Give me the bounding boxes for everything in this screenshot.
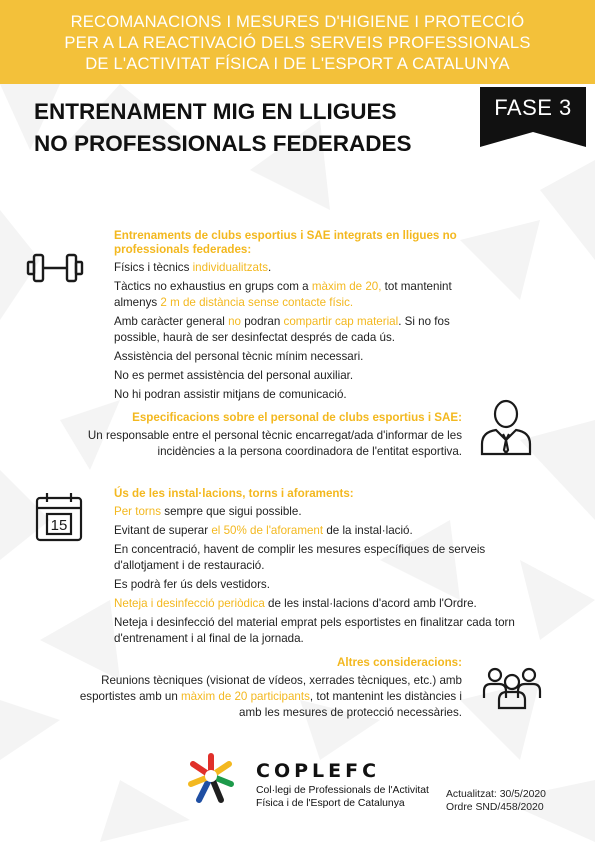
body-text: Físics i tècnics (114, 261, 193, 274)
page-title (34, 96, 412, 160)
body-text: No hi podran assistir mitjans de comunicació. (114, 388, 347, 401)
update-info (446, 788, 546, 814)
list-item (114, 349, 484, 365)
calendar-icon (34, 491, 84, 543)
order-reference: Ordre SND/458/2020 (446, 802, 544, 813)
coplefc-logo (181, 748, 241, 808)
list-item (114, 387, 484, 403)
phase-badge (480, 87, 586, 147)
body-text: Assistència del personal tècnic mínim necessari. (114, 350, 364, 363)
list-item (114, 279, 484, 311)
section-staff-title: Especificacions sobre el personal de clubs esportius i SAE: (132, 411, 462, 424)
section-other (60, 656, 462, 724)
highlight-text: Per torns (114, 505, 162, 518)
body-text: de la instal·lació. (323, 524, 413, 537)
list-item (114, 523, 522, 539)
phase-badge-label: FASE 3 (494, 95, 572, 120)
body-text: , tot mantenint les distàncies i amb les mesures de protecció necessàries. (239, 690, 462, 719)
header-line: PER A LA REACTIVACIÓ DELS SERVEIS PROFESSIONALS (64, 32, 531, 52)
header-line: RECOMANACIONS I MESURES D'HIGIENE I PROTECCIÓ (70, 11, 525, 31)
list-item (114, 542, 522, 574)
section-staff-text: Un responsable entre el personal tècnic encarregat/ada d'informar de les incidències a la persona coordinadora de l'entitat esportiva. (87, 429, 462, 458)
list-item (114, 504, 522, 520)
section-training-list (114, 260, 484, 403)
brand-wordmark: COPLEFC (256, 760, 381, 782)
section-facilities (114, 487, 522, 650)
highlight-text: Neteja i desinfecció periòdica (114, 597, 265, 610)
body-text: No es permet assistència del personal auxiliar. (114, 369, 354, 382)
calendar-day: 15 (50, 517, 68, 534)
highlight-text: compartir cap material (283, 315, 399, 328)
person-tie-icon (478, 398, 534, 456)
list-item (114, 615, 522, 647)
list-item (114, 260, 484, 276)
highlight-text: individualitzats (192, 261, 268, 274)
body-text: . (268, 261, 272, 274)
college-name-line: Col·legi de Professionals de l'Activitat (256, 785, 429, 796)
body-text: Tàctics no exhaustius en grups com a (114, 280, 312, 293)
section-facilities-list (114, 504, 522, 647)
highlight-text: màxim de 20, (311, 280, 382, 293)
body-text: tot mantenint almenys (114, 280, 452, 309)
section-facilities-title: Ús de les instal·lacions, torns i aforaments: (114, 487, 354, 500)
body-text: . Si no fos possible, haurà de ser desinfectat després de cada ús. (114, 315, 450, 344)
list-item (114, 577, 522, 593)
body-text: sempre que sigui possible. (161, 505, 302, 518)
body-text: podran (240, 315, 284, 328)
body-text: de les instal·lacions d'acord amb l'Ordre. (264, 597, 477, 610)
section-other-text (60, 673, 462, 721)
list-item (114, 596, 522, 612)
body-text: Reunions tècniques (visionat de vídeos, xerrades tècniques, etc.) amb esportistes amb un (79, 674, 462, 703)
section-training-title: Entrenaments de clubs esportius i SAE integrats en lligues no professionals federades: (114, 229, 457, 256)
list-item (114, 314, 484, 346)
header-band (0, 0, 595, 84)
updated-date: Actualitzat: 30/5/2020 (446, 789, 546, 800)
dumbbell-icon (26, 252, 84, 284)
body-text: Evitant de superar (114, 524, 212, 537)
body-text: Amb caràcter general (114, 315, 229, 328)
highlight-text: 2 m de distància sense contacte físic. (160, 296, 354, 309)
section-other-title: Altres consideracions: (337, 656, 462, 669)
group-icon (482, 664, 542, 710)
section-training (114, 229, 484, 406)
header-line: DE L'ACTIVITAT FÍSICA I DE L'ESPORT A CATALUNYA (85, 53, 510, 73)
section-staff (40, 411, 462, 463)
body-text: Es podrà fer ús dels vestidors. (114, 578, 270, 591)
college-name (256, 784, 429, 810)
highlight-text: màxim de 20 participants (181, 690, 310, 703)
page-title-line: NO PROFESSIONALS FEDERADES (34, 131, 412, 156)
list-item (114, 368, 484, 384)
highlight-text: no (228, 315, 241, 328)
body-text: En concentració, havent de complir les mesures específiques de serveis d'allotjament i de restauració. (114, 543, 486, 572)
body-text: Neteja i desinfecció del material emprat pels esportistes en finalitzar cada torn d'entrenament i al final de la jornada. (114, 616, 515, 645)
college-name-line: Física i de l'Esport de Catalunya (256, 798, 405, 809)
highlight-text: el 50% de l'aforament (211, 524, 324, 537)
page-title-line: ENTRENAMENT MIG EN LLIGUES (34, 99, 397, 124)
